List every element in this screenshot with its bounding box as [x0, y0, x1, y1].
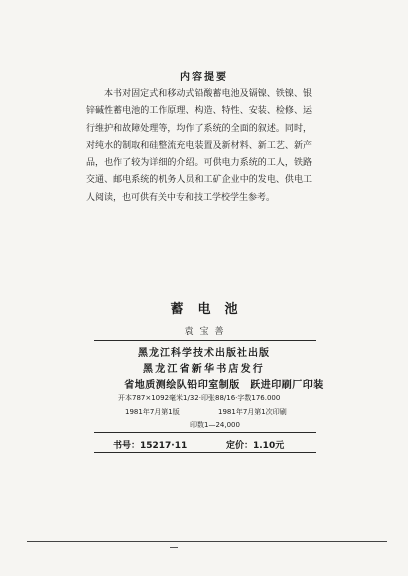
printer-line: 省地质测绘队铅印室制版 跃进印刷厂印装 — [124, 380, 324, 391]
first-edition-date: 1981年7月第1版 — [125, 408, 180, 416]
page-bottom-dash — [170, 547, 178, 548]
divider-line — [94, 340, 316, 341]
first-printing-date: 1981年7月第1次印刷 — [218, 408, 287, 416]
divider-line — [94, 452, 316, 453]
price: 定价：1.10元 — [226, 441, 285, 451]
book-number: 书号：15217·11 — [113, 441, 188, 451]
page-bottom-line — [27, 541, 387, 542]
format-line: 开本787×1092毫米1/32·印张88/16·字数176.000 — [118, 394, 281, 402]
summary-text: 本书对固定式和移动式铅酸蓄电池及镉镍、铁镍、银锌碱性蓄电池的工作原理、构造、特性、安装、检修、运行维护和故障处理等，均作了系统的全面的叙述。同时，对纯水的制取和硅整流充电装置及新材料、新工艺、新产品，也作了较为详细的介绍。可供电力系统的工人，铁路交通、邮电系统的机务人员和工矿企业中的发电、供电工人阅读，也可供有关中专和技工学校学生参考。 — [86, 89, 312, 203]
publisher-line: 黑龙江科学技术出版社出版 — [138, 348, 270, 359]
divider-line — [94, 432, 316, 433]
print-run: 印数1—24,000 — [190, 421, 240, 429]
book-title: 蓄电池 — [170, 302, 252, 317]
summary-heading: 内容提要 — [180, 72, 228, 83]
book-author: 袁宝善 — [184, 327, 230, 337]
distributor-line: 黑龙江省新华书店发行 — [143, 364, 265, 375]
